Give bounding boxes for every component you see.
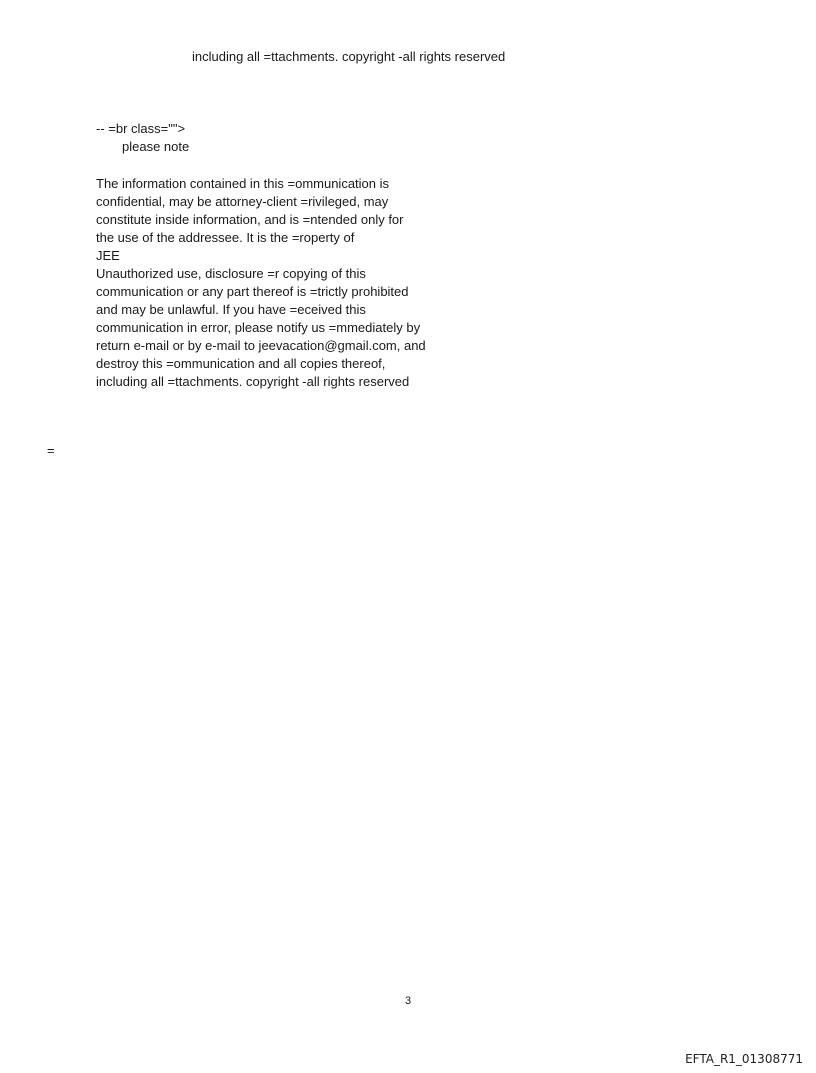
notice-line: return e-mail or by e-mail to jeevacation@gmail.com, and [96, 338, 426, 353]
notice-line: and may be unlawful. If you have =eceived this [96, 302, 366, 317]
notice-line: communication in error, please notify us =mmediately by [96, 320, 421, 335]
notice-line: JEE [96, 248, 120, 263]
notice-line: communication or any part thereof is =trictly prohibited [96, 284, 409, 299]
please-note-line: please note [122, 139, 190, 154]
notice-line: The information contained in this =ommunication is [96, 176, 390, 191]
notice-line: confidential, may be attorney-client =rivileged, may [96, 194, 389, 209]
notice-line: Unauthorized use, disclosure =r copying of this [96, 266, 366, 281]
notice-line: destroy this =ommunication and all copies thereof, [96, 356, 386, 371]
equals-mark: = [47, 443, 55, 458]
notice-line: constitute inside information, and is =ntended only for [96, 212, 404, 227]
confidentiality-notice [96, 175, 426, 391]
bates-number: EFTA_R1_01308771 [685, 1052, 803, 1066]
notice-line: the use of the addressee. It is the =roperty of [96, 230, 355, 245]
top-disclaimer-line: including all =ttachments. copyright -all rights reserved [192, 49, 506, 64]
br-class-line: -- =br class=""> [96, 121, 186, 136]
page-number: 3 [404, 995, 412, 1007]
notice-line: including all =ttachments. copyright -all rights reserved [96, 374, 410, 389]
